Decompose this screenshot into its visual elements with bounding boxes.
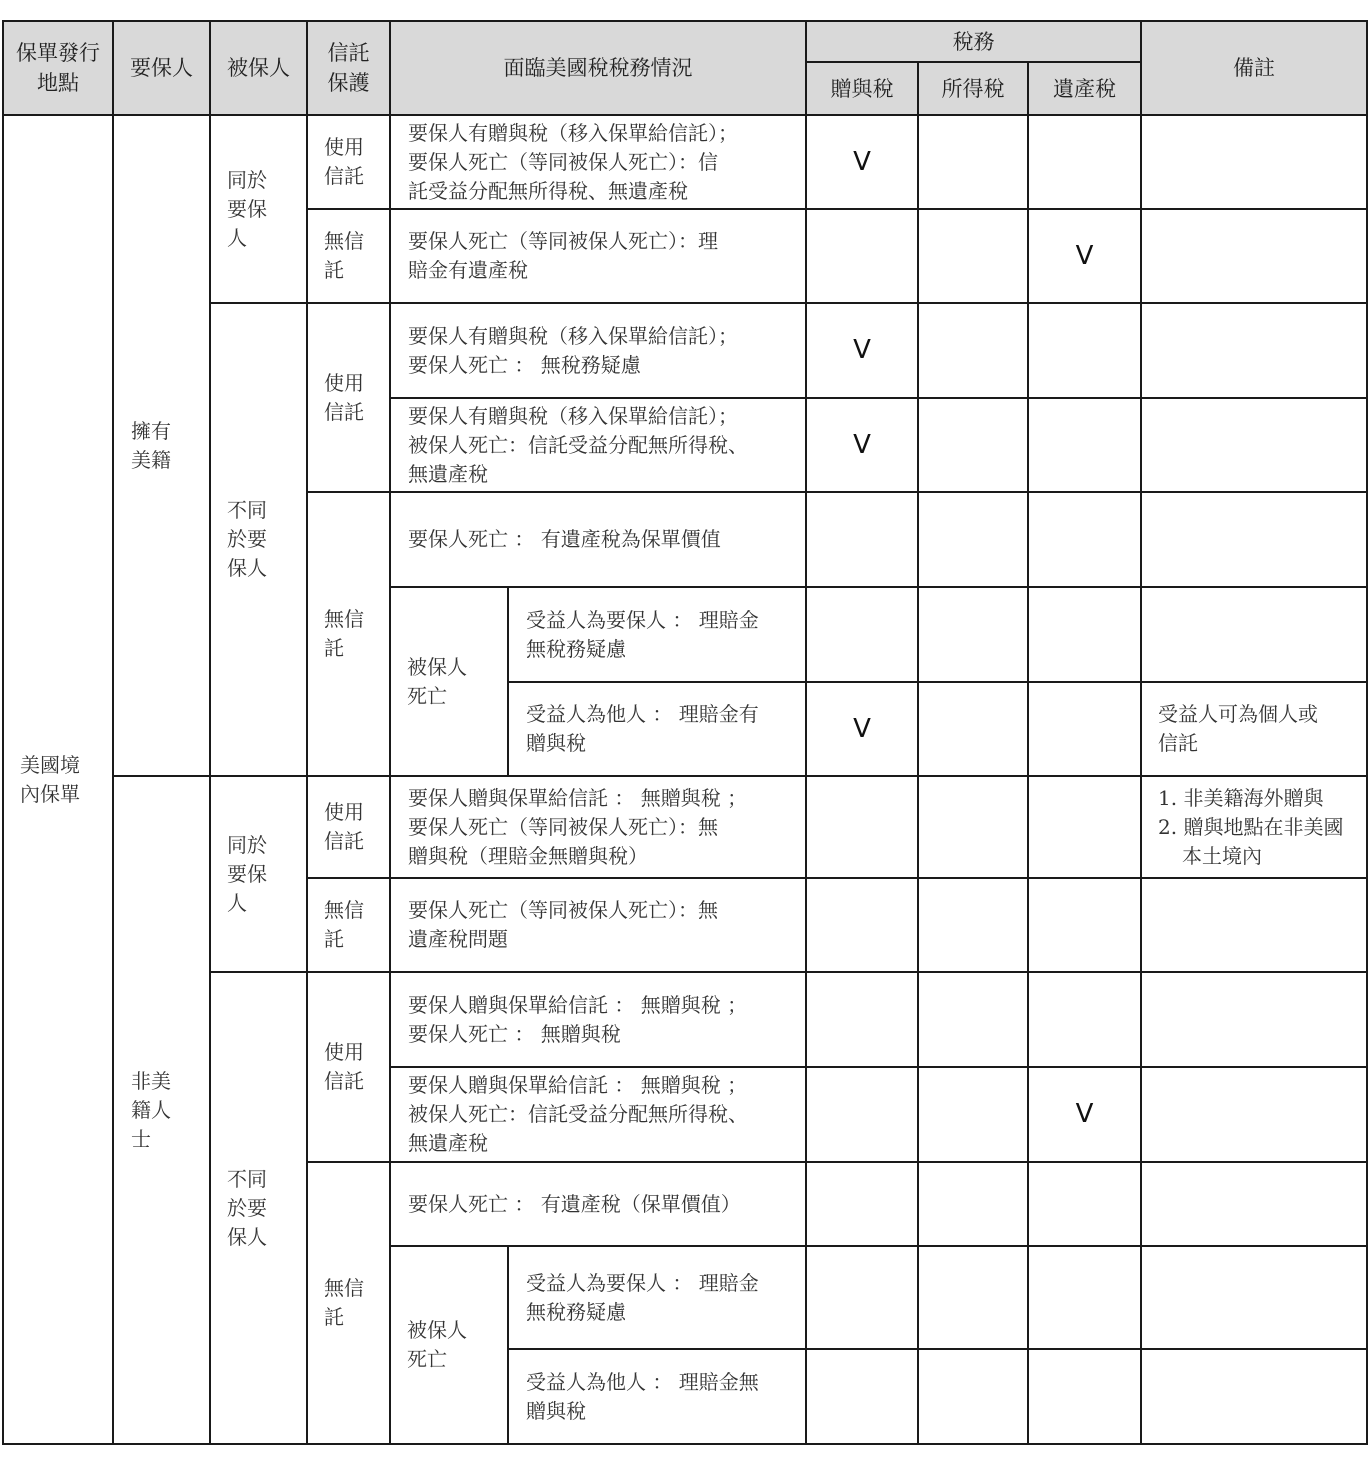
income-tax-cell <box>918 878 1028 972</box>
trust-none-label: 無信 託 <box>307 1162 390 1444</box>
insured-death-label: 被保人 死亡 <box>390 1246 508 1444</box>
situation-cell: 要保人死亡（等同被保人死亡）：理 賠金有遺產稅 <box>390 209 806 303</box>
insured-same-label: 同於 要保 人 <box>210 115 307 303</box>
gift-tax-cell <box>806 776 918 878</box>
estate-tax-cell <box>1028 303 1141 398</box>
gift-tax-mark: V <box>806 682 918 776</box>
header-trust: 信託 保護 <box>307 21 390 115</box>
remarks-cell <box>1141 1349 1367 1444</box>
estate-tax-cell <box>1028 878 1141 972</box>
income-tax-cell <box>918 115 1028 209</box>
situation-cell: 要保人死亡 ： 有遺產稅為保單價值 <box>390 492 806 587</box>
situation-cell: 要保人死亡（等同被保人死亡）：無 遺產稅問題 <box>390 878 806 972</box>
us-tax-table <box>2 20 1368 1445</box>
remarks-beneficiary: 受益人可為個人或 信託 <box>1141 682 1367 776</box>
remarks-item: 2. 贈與地點在非美國本土境內 <box>1158 814 1344 868</box>
gift-tax-cell <box>806 1162 918 1246</box>
trust-none-label: 無信 託 <box>307 209 390 303</box>
remarks-cell <box>1141 587 1367 682</box>
tax-table-container <box>2 20 1368 1445</box>
insured-diff-label: 不同 於要 保人 <box>210 972 307 1444</box>
income-tax-cell <box>918 1067 1028 1162</box>
header-income-tax: 所得稅 <box>918 62 1028 115</box>
income-tax-cell <box>918 209 1028 303</box>
gift-tax-cell <box>806 492 918 587</box>
income-tax-cell <box>918 682 1028 776</box>
situation-cell: 受益人為要保人 ： 理賠金 無稅務疑慮 <box>508 587 806 682</box>
holder-non-us-label: 非美 籍人 士 <box>113 776 210 1444</box>
estate-tax-cell <box>1028 1162 1141 1246</box>
gift-tax-cell <box>806 878 918 972</box>
location-label: 美國境 內保單 <box>3 115 113 1444</box>
income-tax-cell <box>918 776 1028 878</box>
remarks-cell <box>1141 1246 1367 1349</box>
situation-cell: 要保人有贈與稅（移入保單給信託）； 被保人死亡：信託受益分配無所得稅、 無遺產稅 <box>390 398 806 492</box>
estate-tax-cell <box>1028 776 1141 878</box>
situation-cell: 受益人為他人 ： 理賠金無 贈與稅 <box>508 1349 806 1444</box>
income-tax-cell <box>918 492 1028 587</box>
insured-diff-label: 不同 於要 保人 <box>210 303 307 776</box>
remarks-cell <box>1141 115 1367 209</box>
gift-tax-cell <box>806 1349 918 1444</box>
gift-tax-mark: V <box>806 115 918 209</box>
remarks-cell <box>1141 1162 1367 1246</box>
header-situation: 面臨美國稅稅務情況 <box>390 21 806 115</box>
remarks-cell <box>1141 492 1367 587</box>
income-tax-cell <box>918 303 1028 398</box>
income-tax-cell <box>918 1162 1028 1246</box>
remarks-list <box>1158 784 1360 871</box>
remarks-cell <box>1141 972 1367 1067</box>
trust-use-label: 使用 信託 <box>307 303 390 492</box>
situation-cell: 要保人贈與保單給信託 ： 無贈與稅 ； 被保人死亡：信託受益分配無所得稅、 無遺產稅 <box>390 1067 806 1162</box>
income-tax-cell <box>918 587 1028 682</box>
remarks-cell <box>1141 303 1367 398</box>
gift-tax-cell <box>806 209 918 303</box>
gift-tax-mark: V <box>806 398 918 492</box>
income-tax-cell <box>918 398 1028 492</box>
gift-tax-cell <box>806 587 918 682</box>
trust-none-label: 無信 託 <box>307 878 390 972</box>
insured-same-label: 同於 要保 人 <box>210 776 307 972</box>
income-tax-cell <box>918 972 1028 1067</box>
income-tax-cell <box>918 1246 1028 1349</box>
situation-cell: 要保人死亡 ： 有遺產稅（保單價值） <box>390 1162 806 1246</box>
estate-tax-mark: V <box>1028 1067 1141 1162</box>
header-tax-group: 稅務 <box>806 21 1141 62</box>
trust-use-label: 使用 信託 <box>307 972 390 1162</box>
situation-cell: 要保人有贈與稅（移入保單給信託）； 要保人死亡（等同被保人死亡）：信 託受益分配無所得稅、無遺產稅 <box>390 115 806 209</box>
estate-tax-cell <box>1028 972 1141 1067</box>
estate-tax-cell <box>1028 115 1141 209</box>
trust-use-label: 使用 信託 <box>307 776 390 878</box>
insured-death-label: 被保人 死亡 <box>390 587 508 776</box>
situation-cell: 要保人有贈與稅（移入保單給信託）； 要保人死亡 ： 無稅務疑慮 <box>390 303 806 398</box>
situation-cell: 受益人為他人 ： 理賠金有 贈與稅 <box>508 682 806 776</box>
situation-cell: 受益人為要保人 ： 理賠金 無稅務疑慮 <box>508 1246 806 1349</box>
income-tax-cell <box>918 1349 1028 1444</box>
gift-tax-cell <box>806 1246 918 1349</box>
remarks-cell <box>1141 209 1367 303</box>
estate-tax-cell <box>1028 492 1141 587</box>
header-remarks: 備註 <box>1141 21 1367 115</box>
gift-tax-mark: V <box>806 303 918 398</box>
trust-use-label: 使用 信託 <box>307 115 390 209</box>
estate-tax-cell <box>1028 682 1141 776</box>
remarks-cell <box>1141 1067 1367 1162</box>
trust-none-label: 無信 託 <box>307 492 390 776</box>
holder-us-label: 擁有 美籍 <box>113 115 210 776</box>
header-policyholder: 要保人 <box>113 21 210 115</box>
situation-cell: 要保人贈與保單給信託 ： 無贈與稅 ； 要保人死亡（等同被保人死亡）：無 贈與稅（理賠金無贈與稅） <box>390 776 806 878</box>
header-location: 保單發行 地點 <box>3 21 113 115</box>
estate-tax-cell <box>1028 398 1141 492</box>
estate-tax-cell <box>1028 1349 1141 1444</box>
estate-tax-cell <box>1028 1246 1141 1349</box>
estate-tax-mark: V <box>1028 209 1141 303</box>
estate-tax-cell <box>1028 587 1141 682</box>
gift-tax-cell <box>806 1067 918 1162</box>
situation-cell: 要保人贈與保單給信託 ： 無贈與稅 ； 要保人死亡 ： 無贈與稅 <box>390 972 806 1067</box>
gift-tax-cell <box>806 972 918 1067</box>
remarks-cell <box>1141 398 1367 492</box>
header-gift-tax: 贈與稅 <box>806 62 918 115</box>
remarks-gift-notes <box>1141 776 1367 878</box>
header-insured: 被保人 <box>210 21 307 115</box>
remarks-cell <box>1141 878 1367 972</box>
remarks-item: 1. 非美籍海外贈與 <box>1158 785 1324 810</box>
header-estate-tax: 遺產稅 <box>1028 62 1141 115</box>
